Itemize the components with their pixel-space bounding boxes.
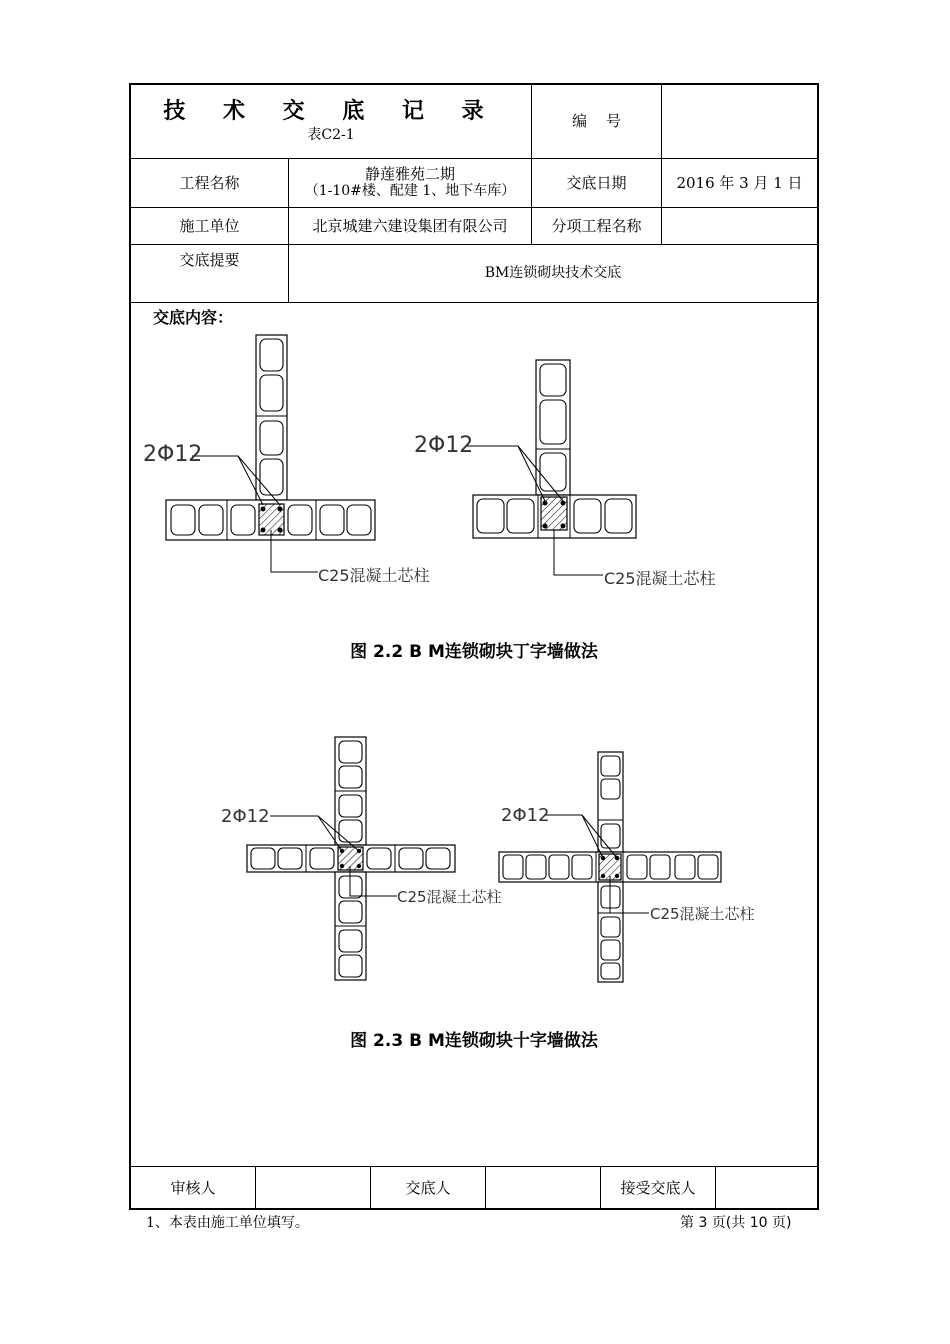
contractor-label: 施工单位 xyxy=(179,216,240,235)
contractor-value[interactable]: 北京城建六建设集团有限公司 xyxy=(312,216,508,235)
rebar-label-3: 2Φ12 xyxy=(221,806,270,827)
content-heading: 交底内容： xyxy=(153,308,234,327)
reviewer-field[interactable] xyxy=(256,1167,370,1209)
figure-2-3-caption: 图 2.3 B M连锁砌块十字墙做法 xyxy=(350,1031,598,1051)
project-name-label: 工程名称 xyxy=(179,173,240,192)
core-label-2: C25混凝土芯柱 xyxy=(604,569,716,588)
rebar-label-4: 2Φ12 xyxy=(501,805,550,826)
core-label-4: C25混凝土芯柱 xyxy=(650,905,755,923)
summary-label: 交底提要 xyxy=(179,250,240,269)
receiver-field[interactable] xyxy=(716,1167,817,1209)
form-title: 技 术 交 底 记 录 xyxy=(163,97,499,124)
date-label: 交底日期 xyxy=(566,173,627,192)
subproject-label: 分项工程名称 xyxy=(551,216,642,235)
number-label: 编 号 xyxy=(571,112,622,130)
core-label-1: C25混凝土芯柱 xyxy=(318,566,430,585)
form-number: 表C2-1 xyxy=(307,126,355,143)
reviewer-label: 审核人 xyxy=(170,1178,216,1197)
rebar-label-1: 2Φ12 xyxy=(143,442,203,467)
date-value[interactable]: 2016 年 3 月 1 日 xyxy=(676,173,803,192)
discloser-label: 交底人 xyxy=(405,1178,451,1197)
footer-note: 1、本表由施工单位填写。 xyxy=(146,1215,309,1231)
discloser-field[interactable] xyxy=(486,1167,600,1209)
page-indicator: 第 3 页(共 10 页) xyxy=(680,1215,792,1231)
project-name-line1: 静莲雅苑二期 xyxy=(364,165,455,183)
rebar-label-2: 2Φ12 xyxy=(414,433,474,458)
core-label-3: C25混凝土芯柱 xyxy=(397,888,502,906)
project-name-line2: （1-10#楼、配建 1、地下车库） xyxy=(304,183,516,199)
summary-value[interactable]: BM连锁砌块技术交底 xyxy=(484,265,622,281)
figure-2-2-caption: 图 2.2 B M连锁砌块丁字墙做法 xyxy=(350,642,598,662)
receiver-label: 接受交底人 xyxy=(620,1178,696,1197)
